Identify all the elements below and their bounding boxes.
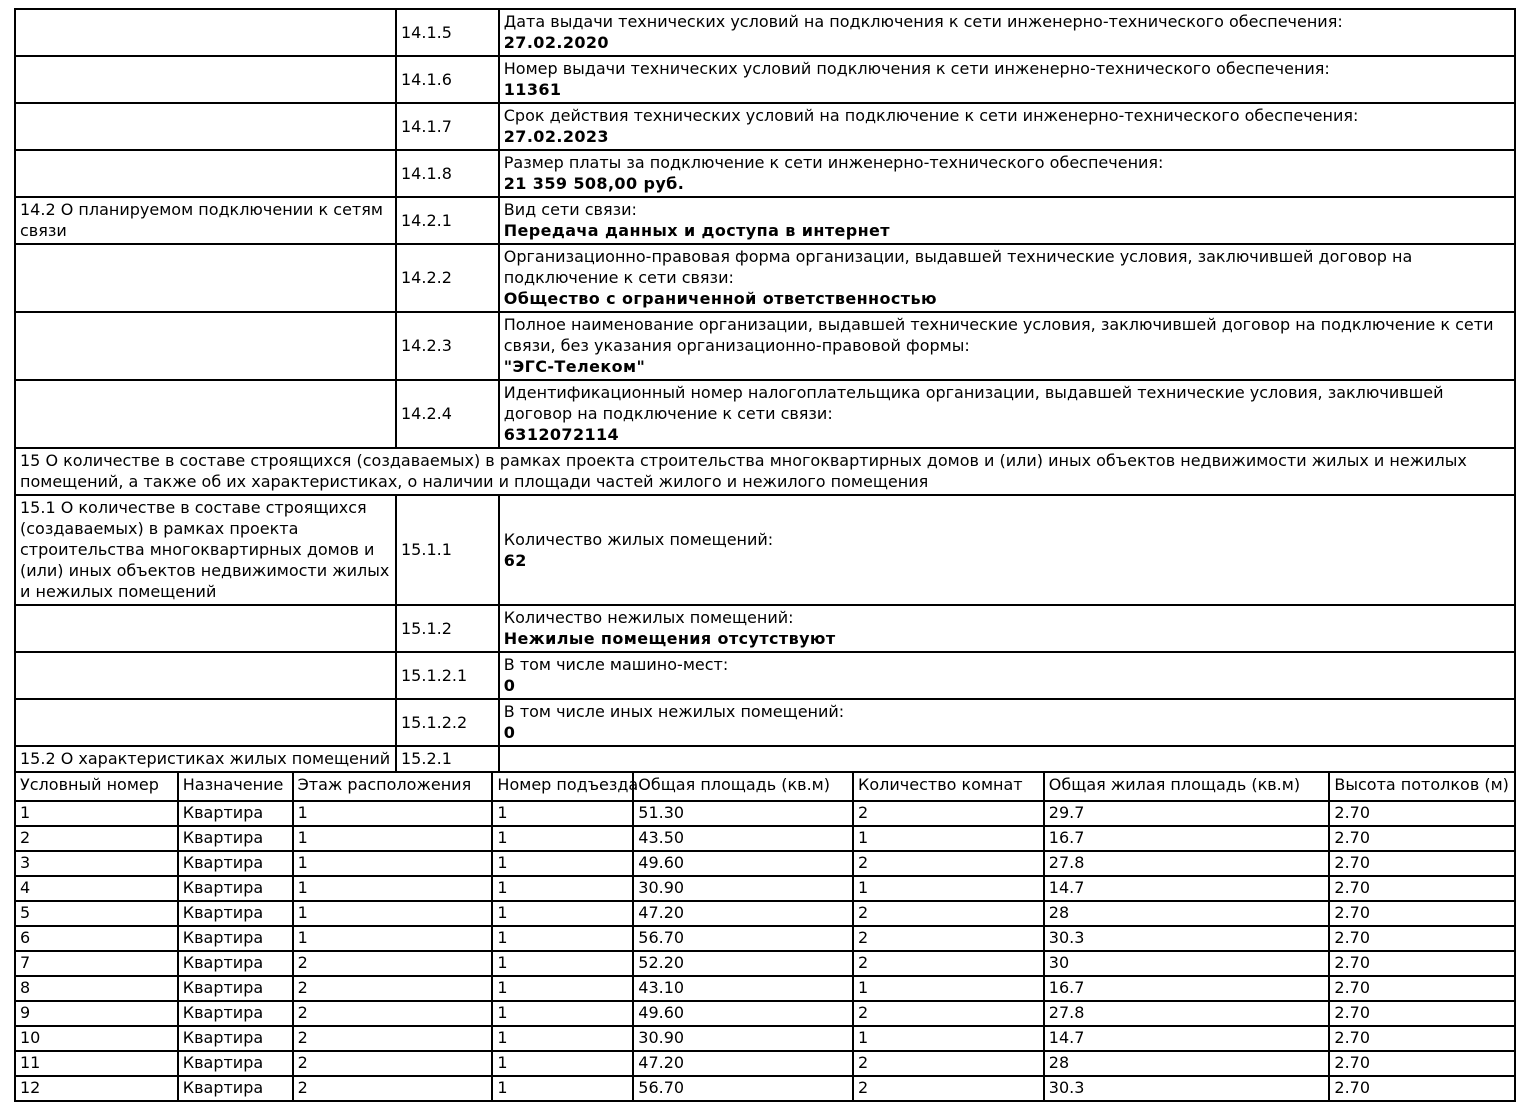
category-cell (15, 103, 396, 150)
apartment-cell: 8 (15, 976, 178, 1001)
info-row (15, 244, 1515, 312)
info-row (15, 197, 1515, 244)
apartment-cell: 49.60 (633, 851, 853, 876)
section-heading: 15 О количестве в составе строящихся (создаваемых) в рамках проекта строительства многоквартирных домов и (или) иных объектов недвижимости жилых и нежилых помещений, а также об их характеристиках, о наличии и площади частей жилого и нежилого помещения (15, 448, 1515, 495)
info-row (15, 495, 1515, 605)
field-value: 62 (503, 550, 527, 570)
info-row (15, 312, 1515, 380)
column-header-cell: Высота потолков (м) (1329, 772, 1515, 801)
item-code-cell: 14.1.8 (396, 150, 499, 197)
apartment-row (15, 851, 1515, 876)
apartment-cell: Квартира (178, 1076, 293, 1101)
category-cell (15, 652, 396, 699)
field-label: Полное наименование организации, выдавшей технические условия, заключившей договор на подключение к сети связи, без указания организационно-правовой формы: (503, 315, 1494, 355)
apartment-cell: 2 (853, 801, 1044, 826)
apartment-row (15, 1001, 1515, 1026)
apartment-cell: 2 (853, 1076, 1044, 1101)
info-table-body (15, 9, 1515, 772)
category-cell: 14.2 О планируемом подключении к сетям связи (15, 197, 396, 244)
apartment-cell: 1 (492, 851, 633, 876)
apartment-cell: 30.3 (1044, 926, 1330, 951)
field-label: Дата выдачи технических условий на подключения к сети инженерно-технического обеспечения: (503, 12, 1343, 31)
description-cell (499, 699, 1515, 746)
item-code-cell: 15.1.2.2 (396, 699, 499, 746)
info-row (15, 746, 1515, 772)
description-cell (499, 150, 1515, 197)
column-header-cell: Условный номер (15, 772, 178, 801)
apartment-cell: 2 (293, 1026, 493, 1051)
apartment-cell: 56.70 (633, 926, 853, 951)
apartment-cell: Квартира (178, 876, 293, 901)
item-code-cell: 15.2.1 (396, 746, 499, 772)
apartment-cell: 1 (853, 976, 1044, 1001)
apartment-cell: Квартира (178, 851, 293, 876)
apartment-cell: 30.90 (633, 876, 853, 901)
apartment-cell: 5 (15, 901, 178, 926)
apartment-row (15, 901, 1515, 926)
info-row (15, 56, 1515, 103)
apartments-table (14, 771, 1516, 1102)
apartment-cell: 2.70 (1329, 1026, 1515, 1051)
apartment-cell: 29.7 (1044, 801, 1330, 826)
apartment-cell: 2.70 (1329, 851, 1515, 876)
apartment-row (15, 1051, 1515, 1076)
apartment-cell: 1 (492, 901, 633, 926)
apartment-cell: 7 (15, 951, 178, 976)
apartment-cell: 2 (293, 951, 493, 976)
item-code-cell: 14.1.7 (396, 103, 499, 150)
apartment-cell: Квартира (178, 1026, 293, 1051)
description-cell (499, 9, 1515, 56)
category-cell (15, 150, 396, 197)
field-label: Количество жилых помещений: (503, 529, 774, 549)
info-row (15, 380, 1515, 448)
apartment-cell: 27.8 (1044, 851, 1330, 876)
info-row (15, 448, 1515, 495)
apartment-cell: 1 (492, 1001, 633, 1026)
apartment-cell: 2 (853, 1051, 1044, 1076)
category-cell (15, 699, 396, 746)
apartment-cell: 1 (492, 926, 633, 951)
apartment-row (15, 951, 1515, 976)
apartment-cell: 51.30 (633, 801, 853, 826)
apartment-cell: 1 (492, 1076, 633, 1101)
item-code-cell: 15.1.2.1 (396, 652, 499, 699)
apartment-cell: 47.20 (633, 1051, 853, 1076)
apartment-cell: 2.70 (1329, 1001, 1515, 1026)
apartment-cell: Квартира (178, 901, 293, 926)
item-code-cell: 14.2.3 (396, 312, 499, 380)
apartment-cell: 1 (293, 901, 493, 926)
apartment-cell: 2.70 (1329, 976, 1515, 1001)
apartment-cell: 52.20 (633, 951, 853, 976)
apartment-cell: 2.70 (1329, 1076, 1515, 1101)
apartment-row (15, 801, 1515, 826)
column-header-cell: Номер подъезда (492, 772, 633, 801)
description-cell (499, 652, 1515, 699)
description-cell (499, 103, 1515, 150)
apartment-cell: 1 (293, 826, 493, 851)
apartment-cell: 1 (293, 851, 493, 876)
apartment-cell: 2.70 (1329, 801, 1515, 826)
field-label: Срок действия технических условий на подключение к сети инженерно-технического обеспечения: (503, 106, 1359, 125)
apartment-cell: Квартира (178, 926, 293, 951)
info-row (15, 9, 1515, 56)
item-code-cell: 14.1.6 (396, 56, 499, 103)
field-value: 27.02.2020 (503, 33, 609, 52)
apartment-cell: Квартира (178, 826, 293, 851)
apartment-cell: Квартира (178, 1051, 293, 1076)
field-value: Общество с ограниченной ответственностью (503, 289, 937, 308)
apartments-table-head (15, 772, 1515, 801)
description-cell (499, 495, 1515, 605)
info-row (15, 652, 1515, 699)
column-header-cell: Этаж расположения (293, 772, 493, 801)
apartment-row (15, 876, 1515, 901)
apartment-cell: 1 (15, 801, 178, 826)
apartment-cell: 1 (853, 826, 1044, 851)
apartment-cell: 30 (1044, 951, 1330, 976)
field-value: 27.02.2023 (503, 127, 609, 146)
apartment-cell: 1 (492, 1051, 633, 1076)
apartment-cell: 2.70 (1329, 876, 1515, 901)
apartment-cell: 30.90 (633, 1026, 853, 1051)
category-cell (15, 312, 396, 380)
apartment-cell: 43.10 (633, 976, 853, 1001)
info-row (15, 605, 1515, 652)
apartment-cell: 14.7 (1044, 1026, 1330, 1051)
field-label: Вид сети связи: (503, 200, 637, 219)
apartments-table-body (15, 801, 1515, 1101)
apartment-cell: 2 (853, 926, 1044, 951)
description-cell (499, 746, 1515, 772)
apartment-cell: Квартира (178, 951, 293, 976)
apartment-cell: 2.70 (1329, 951, 1515, 976)
apartment-cell: 2 (15, 826, 178, 851)
apartment-cell: 1 (492, 976, 633, 1001)
field-value: "ЭГС-Телеком" (503, 357, 646, 376)
apartment-cell: 2 (853, 901, 1044, 926)
column-header-cell: Общая жилая площадь (кв.м) (1044, 772, 1330, 801)
apartment-cell: 9 (15, 1001, 178, 1026)
apartment-cell: 30.3 (1044, 1076, 1330, 1101)
field-value: 0 (503, 676, 516, 695)
category-cell (15, 56, 396, 103)
item-code-cell: 14.2.4 (396, 380, 499, 448)
apartment-cell: 1 (492, 951, 633, 976)
apartment-cell: 27.8 (1044, 1001, 1330, 1026)
apartment-cell: 49.60 (633, 1001, 853, 1026)
apartment-cell: 14.7 (1044, 876, 1330, 901)
category-cell: 15.1 О количестве в составе строящихся (создаваемых) в рамках проекта строительства многоквартирных домов и (или) иных объектов недвижимости жилых и нежилых помещений (15, 495, 396, 605)
category-cell (15, 380, 396, 448)
apartment-cell: 2.70 (1329, 826, 1515, 851)
apartment-cell: 6 (15, 926, 178, 951)
apartment-cell: 2 (293, 1001, 493, 1026)
apartment-cell: 12 (15, 1076, 178, 1101)
apartment-cell: 1 (492, 1026, 633, 1051)
apartment-cell: 2 (293, 1076, 493, 1101)
field-value: 6312072114 (503, 425, 620, 444)
category-cell: 15.2 О характеристиках жилых помещений (15, 746, 396, 772)
apartment-cell: 1 (853, 1026, 1044, 1051)
apartment-row (15, 1026, 1515, 1051)
apartment-cell: 16.7 (1044, 976, 1330, 1001)
apartment-cell: Квартира (178, 976, 293, 1001)
info-row (15, 150, 1515, 197)
apartment-cell: 1 (293, 801, 493, 826)
field-value: 11361 (503, 80, 562, 99)
description-cell (499, 380, 1515, 448)
apartment-cell: 1 (492, 876, 633, 901)
column-header-cell: Общая площадь (кв.м) (633, 772, 853, 801)
apartment-cell: 1 (293, 926, 493, 951)
category-cell (15, 9, 396, 56)
apartment-cell: 2 (293, 1051, 493, 1076)
field-value: 21 359 508,00 руб. (503, 174, 685, 193)
apartment-cell: 28 (1044, 901, 1330, 926)
column-header-cell: Назначение (178, 772, 293, 801)
apartment-cell: Квартира (178, 801, 293, 826)
field-label: Номер выдачи технических условий подключения к сети инженерно-технического обеспечения: (503, 59, 1330, 78)
description-cell (499, 605, 1515, 652)
apartment-cell: 2.70 (1329, 1051, 1515, 1076)
description-cell (499, 312, 1515, 380)
apartment-cell: 56.70 (633, 1076, 853, 1101)
item-code-cell: 14.2.1 (396, 197, 499, 244)
apartment-cell: 2 (293, 976, 493, 1001)
field-label: В том числе машино-мест: (503, 655, 729, 674)
apartment-row (15, 976, 1515, 1001)
item-code-cell: 15.1.1 (396, 495, 499, 605)
apartment-cell: 11 (15, 1051, 178, 1076)
apartment-cell: 1 (293, 876, 493, 901)
field-label: Количество нежилых помещений: (503, 608, 794, 627)
description-cell (499, 197, 1515, 244)
apartment-cell: 1 (492, 801, 633, 826)
apartment-cell: 43.50 (633, 826, 853, 851)
item-code-cell: 14.1.5 (396, 9, 499, 56)
apartment-cell: 2.70 (1329, 901, 1515, 926)
field-value: Нежилые помещения отсутствуют (503, 629, 836, 648)
apartment-cell: 16.7 (1044, 826, 1330, 851)
item-code-cell: 14.2.2 (396, 244, 499, 312)
field-label: Идентификационный номер налогоплательщика организации, выдавшей технические условия, заключившей договор на подключение к сети связи: (503, 383, 1444, 423)
info-table (14, 8, 1516, 773)
apartment-cell: 1 (492, 826, 633, 851)
apartments-header-row (15, 772, 1515, 801)
apartment-cell: 2.70 (1329, 926, 1515, 951)
field-label: В том числе иных нежилых помещений: (503, 702, 845, 721)
apartment-cell: 2 (853, 851, 1044, 876)
description-cell (499, 56, 1515, 103)
apartment-row (15, 1076, 1515, 1101)
apartment-row (15, 826, 1515, 851)
apartment-cell: 2 (853, 951, 1044, 976)
apartment-cell: 1 (853, 876, 1044, 901)
item-code-cell: 15.1.2 (396, 605, 499, 652)
field-value: 0 (503, 723, 516, 742)
apartment-cell: Квартира (178, 1001, 293, 1026)
category-cell (15, 605, 396, 652)
apartment-cell: 47.20 (633, 901, 853, 926)
info-row (15, 699, 1515, 746)
apartment-cell: 28 (1044, 1051, 1330, 1076)
field-value: Передача данных и доступа в интернет (503, 221, 890, 240)
field-label: Организационно-правовая форма организации, выдавшей технические условия, заключившей договор на подключение к сети связи: (503, 247, 1413, 287)
field-label: Размер платы за подключение к сети инженерно-технического обеспечения: (503, 153, 1164, 172)
column-header-cell: Количество комнат (853, 772, 1044, 801)
apartment-cell: 10 (15, 1026, 178, 1051)
apartment-cell: 3 (15, 851, 178, 876)
category-cell (15, 244, 396, 312)
apartment-cell: 4 (15, 876, 178, 901)
apartment-row (15, 926, 1515, 951)
apartment-cell: 2 (853, 1001, 1044, 1026)
info-row (15, 103, 1515, 150)
description-cell (499, 244, 1515, 312)
